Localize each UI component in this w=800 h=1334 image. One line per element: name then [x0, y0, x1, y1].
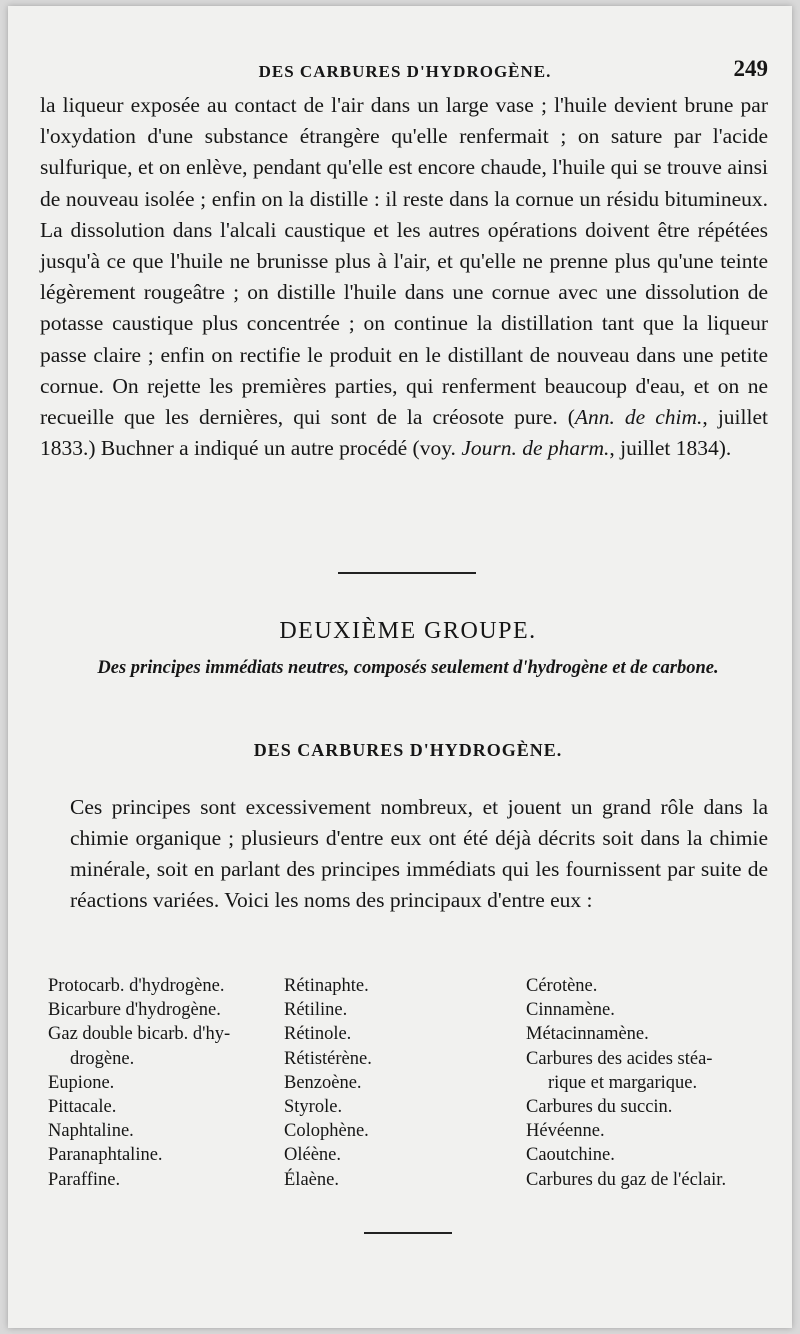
body-text-mid: , juillet 1833.) Buchner a indiqué un autre procédé (voy.	[40, 405, 768, 461]
compound-item: Naphtaline.	[48, 1121, 134, 1142]
group-title: DEUXIÈME GROUPE.	[279, 618, 537, 644]
compound-item: Bicarbure d'hydrogène.	[48, 1000, 221, 1021]
compound-item: Hévéenne.	[526, 1121, 605, 1142]
running-head	[40, 54, 770, 88]
body-paragraph	[40, 90, 768, 464]
citation-ann-chim: Ann. de chim.	[574, 405, 703, 430]
compound-item: Cérotène.	[526, 976, 598, 996]
compound-list-column-1	[48, 974, 230, 1192]
citation-journ-pharm: Journ. de pharm.	[461, 436, 610, 461]
section-title: DES CARBURES D'HYDROGÈNE.	[253, 740, 563, 760]
compound-item: Protocarb. d'hydrogène.	[48, 976, 225, 996]
end-divider	[364, 1232, 452, 1234]
compound-item: Rétistérène.	[284, 1048, 372, 1069]
compound-list-column-2	[284, 974, 372, 1192]
compound-item: Carbures du gaz de l'éclair.	[526, 1169, 727, 1190]
compound-item-continuation: rique et margarique.	[548, 1072, 698, 1093]
page-number: 249	[733, 56, 768, 81]
group-subtitle: Des principes immédiats neutres, composés seulement d'hydrogène et de carbone.	[97, 658, 719, 678]
compound-item: Rétinaphte.	[284, 976, 369, 996]
book-page	[8, 6, 792, 1328]
section-divider	[338, 572, 476, 574]
compound-item: Colophène.	[284, 1121, 369, 1142]
compound-item-continuation: drogène.	[70, 1048, 135, 1069]
compound-item: Carbures du succin.	[526, 1097, 673, 1118]
compound-item: Rétiline.	[284, 1000, 348, 1021]
compound-item: Élaène.	[284, 1169, 339, 1190]
compound-item: Oléène.	[284, 1145, 342, 1166]
compound-item: Styrole.	[284, 1097, 343, 1118]
body-text-lead: la liqueur exposée au contact de l'air dans un large vase ; l'huile devient brune par l'oxydation d'une substance étrangère qu'elle renfermait ; on sature par l'acide sulfurique, et on enlève, pendant qu'elle est encore chaude, l'huile qui se trouve ainsi de nouveau isolée ; enfin on la distille : il reste dans la cornue un résidu bitumineux. La dissolution dans l'alcali caustique et les autres opérations doivent être répétées jusqu'à ce que l'huile ne brunisse plus à l'air, et qu'elle ne prenne plus qu'une teinte légèrement rougeâtre ; on distille l'huile dans une cornue avec une dissolution de potasse caustique plus concentrée ; on continue la distillation tant que la liqueur passe claire ; enfin on rectifie le produit en le distillant de nouveau dans une petite cornue. On rejette les premières parties, qui renferment beaucoup d'eau, et on ne recueille que les dernières, qui sont de la créosote pure. (	[40, 93, 768, 430]
intro-paragraph: Ces principes sont excessivement nombreux, et jouent un grand rôle dans la chimie organique ; plusieurs d'entre eux ont été déjà décrits soit dans la chimie minérale, soit en parlant des principes immédiats qui les fournissent par suite de réactions variées. Voici les noms des principaux d'entre eux :	[70, 795, 768, 912]
compound-item: Gaz double bicarb. d'hy-	[48, 1024, 231, 1045]
compound-item: Métacinnamène.	[526, 1024, 649, 1045]
compound-item: Rétinole.	[284, 1024, 352, 1045]
compound-list-column-3	[526, 974, 726, 1192]
compound-item: Pittacale.	[48, 1097, 117, 1118]
compound-item: Carbures des acides stéa-	[526, 1048, 713, 1069]
compound-item: Paraffine.	[48, 1169, 121, 1190]
running-title: DES CARBURES D'HYDROGÈNE.	[258, 62, 552, 81]
compound-item: Paranaphtaline.	[48, 1145, 163, 1166]
compound-item: Caoutchine.	[526, 1145, 615, 1166]
body-text-end: , juillet 1834).	[609, 436, 732, 461]
compound-item: Benzoène.	[284, 1072, 362, 1093]
compound-item: Cinnamène.	[526, 1000, 615, 1021]
compound-item: Eupione.	[48, 1072, 115, 1093]
